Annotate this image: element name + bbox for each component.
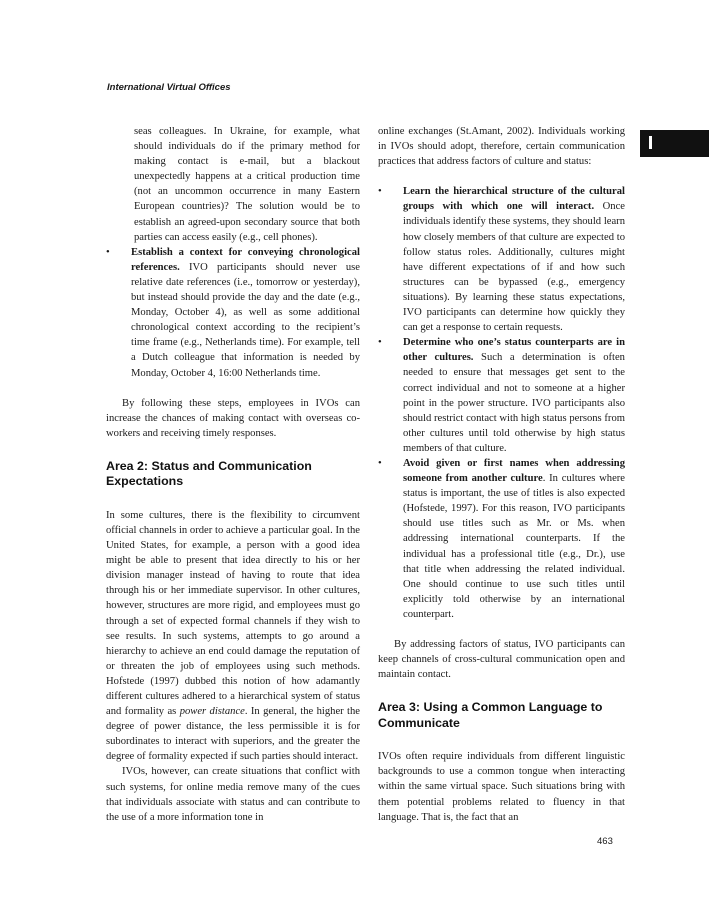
body-paragraph: IVOs often require individuals from different linguistic backgrounds to use a common tongue when interacting within the same virtual space. Such situations bring with them potential problems related to fluency in that language. That is, the fact that an: [378, 751, 625, 823]
body-paragraph: IVOs, however, can create situations that conflict with such systems, for online media remove many of the cues that individuals associate with status and can contribute to the use of a more information tone in: [106, 766, 360, 823]
left-column: [106, 124, 360, 825]
bullet-text: IVO participants should never use relative date references (i.e., tomorrow or yesterday), but instead should provide the day and the date (e.g., Monday, October 4), as well as some additional chronological context according to the recipient’s time frame (e.g., Netherlands time). For example, tell a Dutch colleague that information is needed by Monday, October 4, 16:00 Netherlands time.: [131, 261, 360, 379]
body-text: In some cultures, there is the flexibility to circumvent official channels in order to achieve a particular goal. In the United States, for example, a person with a good idea might be able to present that idea directly to his or her division manager instead of having to route that idea through his or her immediate supervisor. In other cultures, however, structures are more rigid, and employees must go through a set of expected formal channels if they wish to see results. In such systems, attempts to go around a hierarchy to achieve an end could damage the reputation of or threaten the job of employees using such methods. Hofstede (1997) dubbed this notion of how adamantly different cultures adhered to a hierarchical system of status and formality as: [106, 509, 360, 718]
body-paragraph: [106, 508, 360, 765]
bullet-item: [106, 245, 360, 381]
bullet-text: . In cultures where status is important, the use of titles is also expected (Hofstede, 1997). For this reason, IVO participants should use titles such as Mr. or Ms. when addressing international counterparts. If the individual has a professional title (e.g., Dr.), use that title when addressing the related individual. One should continue to use such titles until explicitly told otherwise by an international counterpart.: [403, 473, 625, 620]
continuation-paragraph: online exchanges (St.Amant, 2002). Individuals working in IVOs should adopt, therefore, certain communication practices that address factors of culture and status:: [378, 126, 625, 168]
bullet-text: Such a determination is often needed to ensure that messages get sent to the correct individual and not to someone at a higher point in the power structure. IVO participants also should restrict contact with high status persons from other cultures until told otherwise by high status members of that culture.: [403, 352, 625, 454]
continuation-paragraph: seas colleagues. In Ukraine, for example, what should individuals do if the primary method for making contact is e-mail, but a blackout unexpectedly happens at a critical production time (not an uncommon occurrence in many Eastern European countries)? The solution would be to establish an agreed-upon secondary source that both parties can access easily (e.g., cell phones).: [134, 126, 360, 243]
summary-paragraph: By addressing factors of status, IVO participants can keep channels of cross-cultural communication open and maintain contact.: [378, 639, 625, 681]
term-power-distance: power distance: [179, 706, 245, 718]
thumb-tab-mark: [649, 136, 652, 149]
body-text: . In general, the higher the degree of power distance, the less permissible it is for subordinates to interact with superiors, and the greater the degree of formality expected if such parties should interact.: [106, 706, 360, 763]
bullet-lead: Establish a context for conveying chronological references.: [131, 246, 360, 273]
right-column: [378, 124, 625, 825]
bullet-marker: •: [106, 246, 110, 258]
bullet-lead: Learn the hierarchical structure of the cultural groups with which one will interact.: [403, 186, 625, 213]
bullet-text: Once individuals identify these systems, they should learn how closely members of that culture are expected to follow status roles. Additionally, cultures might have different expectations of if and how such structures can be bypassed (e.g., emergency situations). By learning these status expectations, IVO participants can determine how quickly they can get a response to certain requests.: [403, 201, 625, 334]
bullet-marker: •: [378, 457, 382, 469]
bullet-item: [378, 335, 625, 456]
section-heading-area-3: Area 3: Using a Common Language to Communicate: [378, 700, 603, 730]
bullet-marker: •: [378, 186, 382, 198]
bullet-marker: •: [378, 337, 382, 349]
bullet-item: [378, 184, 625, 335]
bullet-item: [378, 456, 625, 622]
summary-paragraph: By following these steps, employees in IVOs can increase the chances of making contact with overseas co-workers and receiving timely responses.: [106, 397, 360, 439]
bullet-lead: Determine who one’s status counterparts are in other cultures.: [403, 337, 625, 364]
page-number: 463: [597, 836, 613, 847]
bullet-lead: Avoid given or first names when addressing someone from another culture: [403, 457, 625, 485]
running-header: International Virtual Offices: [107, 82, 231, 93]
section-heading-area-2: Area 2: Status and Communication Expectations: [106, 458, 312, 489]
